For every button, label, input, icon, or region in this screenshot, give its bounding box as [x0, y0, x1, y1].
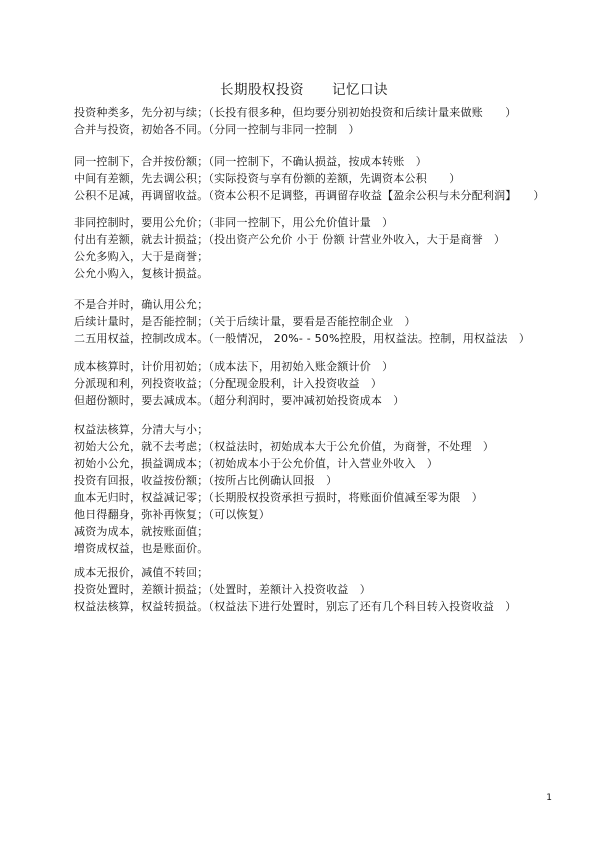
mnemonic-line: 成本核算时，计价用初始；（成本法下，用初始入账金额计价 ）	[74, 360, 394, 373]
mnemonic-line: 后续计量时，是否能控制；（关于后续计量，要看是否能控制企业 ）	[74, 315, 416, 328]
mnemonic-line: 中间有差额，先去调公积；（实际投资与享有份额的差额，先调资本公积 ）	[74, 172, 461, 185]
mnemonic-line: 他日得翻身，弥补再恢复；（可以恢复）	[74, 508, 271, 521]
mnemonic-section-cost-method	[74, 358, 594, 409]
mnemonic-section-impairment-disposal	[74, 564, 594, 615]
page-number: 1	[546, 793, 552, 803]
mnemonic-line: 公允多购入，大于是商誉；	[74, 250, 209, 263]
mnemonic-line: 权益法核算，权益转损益。（权益法下进行处置时，别忘了还有几个科目转入投资收益 ）	[74, 600, 517, 613]
mnemonic-line: 投资有回报，收益按份额；（按所占比例确认回报 ）	[74, 474, 338, 487]
mnemonic-section-overview	[74, 104, 594, 138]
mnemonic-line: 增资成权益，也是账面价。	[74, 542, 209, 555]
mnemonic-section-equity-method	[74, 421, 594, 557]
mnemonic-line: 付出有差额，就去计损益；（投出资产公允价 小于 份额 计营业外收入，大于是商誉 ）	[74, 233, 506, 246]
mnemonic-line: 成本无报价，减值不转回；	[74, 566, 209, 579]
mnemonic-line: 权益法核算，分清大与小；	[74, 423, 209, 436]
mnemonic-line: 不是合并时，确认用公允；	[74, 298, 209, 311]
mnemonic-section-common-control	[74, 153, 594, 204]
mnemonic-line: 血本无归时，权益减记零；（长期股权投资承担亏损时，将账面价值减至零为限 ）	[74, 491, 483, 504]
mnemonic-line: 公积不足减，再调留收益。（资本公积不足调整，再调留存收益【盈余公积与未分配利润】 ）	[74, 189, 545, 202]
mnemonic-section-non-common-control	[74, 214, 594, 282]
mnemonic-line: 分派现和利，列投资收益；（分配现金股利，计入投资收益 ）	[74, 377, 383, 390]
mnemonic-line: 二五用权益，控制改成本。（一般情况， 20%- - 50%控股，用权益法。控制，用权益法 ）	[74, 332, 531, 345]
mnemonic-line: 非同控制时，要用公允价；（非同一控制下，用公允价值计量 ）	[74, 216, 394, 229]
mnemonic-line: 初始大公允，就不去考虑；（权益法时，初始成本大于公允价值，为商誉，不处理 ）	[74, 440, 495, 453]
mnemonic-line: 减资为成本，就按账面值；	[74, 525, 209, 538]
mnemonic-section-subsequent-measurement	[74, 296, 594, 347]
mnemonic-line: 但超份额时，要去减成本。（超分利润时，要冲减初始投资成本 ）	[74, 394, 405, 407]
mnemonic-line: 初始小公允，损益调成本；（初始成本小于公允价值，计入营业外收入 ）	[74, 457, 439, 470]
mnemonic-line: 投资处置时，差额计损益；（处置时，差额计入投资收益 ）	[74, 583, 371, 596]
mnemonic-line: 公允小购入，复核计损益。	[74, 267, 209, 280]
page-title: 长期股权投资 记忆口诀	[220, 82, 388, 98]
mnemonic-line: 合并与投资，初始各不同。（分同一控制与非同一控制 ）	[74, 123, 360, 136]
mnemonic-line: 同一控制下，合并按份额；（同一控制下，不确认损益，按成本转账 ）	[74, 155, 427, 168]
mnemonic-line: 投资种类多，先分初与续；（长投有很多种，但均要分别初始投资和后续计量来做账 ）	[74, 106, 517, 119]
